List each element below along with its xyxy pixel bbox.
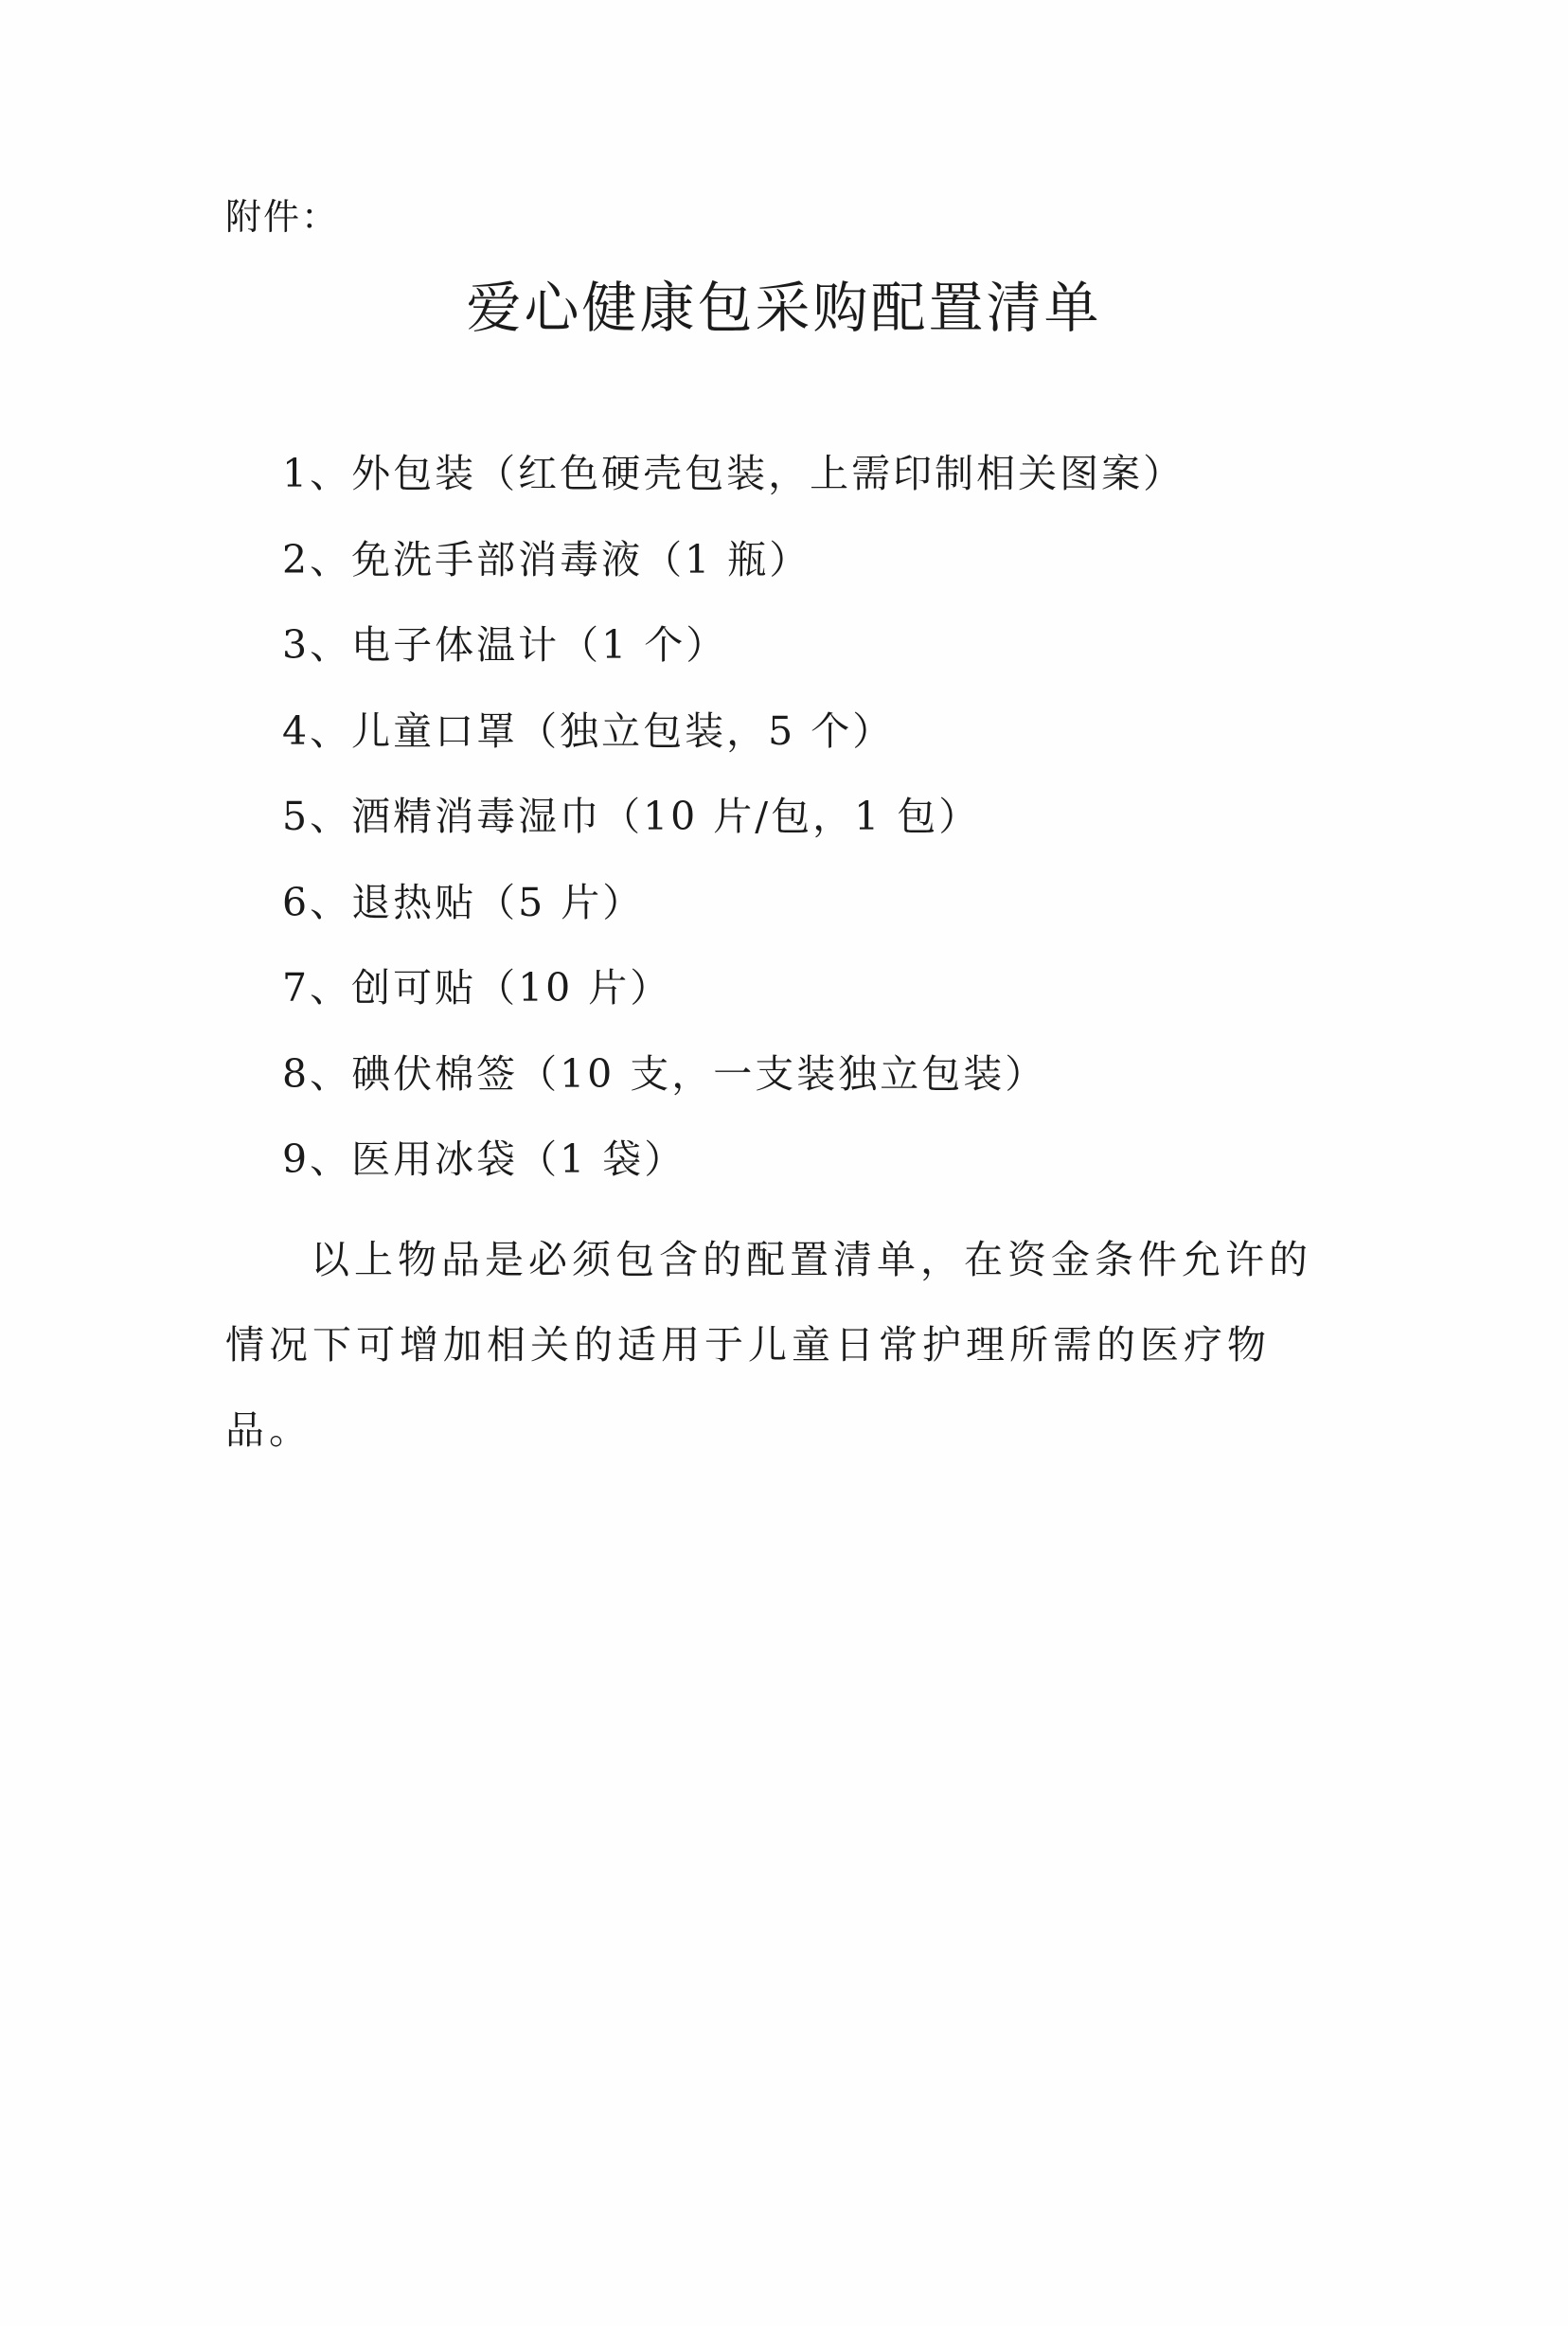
attachment-label: 附件： <box>225 196 340 238</box>
list-item: 9、医用冰袋（1 袋） <box>282 1136 686 1182</box>
list-item: 2、免洗手部消毒液（1 瓶） <box>282 536 811 582</box>
list-item: 3、电子体温计（1 个） <box>282 622 728 668</box>
note-paragraph: 以上物品是必须包含的配置清单，在资金条件允许的情况下可增加相关的适用于儿童日常护理所需的医疗物品。 <box>225 1237 1312 1453</box>
list-item: 1、外包装（红色硬壳包装，上需印制相关图案） <box>282 451 1185 496</box>
list-item: 6、退热贴（5 片） <box>282 879 645 925</box>
document-title: 爱心健康包采购配置清单 <box>466 276 1102 340</box>
item-list <box>282 445 1185 1217</box>
list-item: 8、碘伏棉签（10 支，一支装独立包装） <box>282 1050 1047 1097</box>
list-item: 4、儿童口罩（独立包装，5 个） <box>282 707 895 754</box>
list-item: 7、创可贴（10 片） <box>282 965 672 1011</box>
list-item: 5、酒精消毒湿巾（10 片/包，1 包） <box>282 794 981 839</box>
